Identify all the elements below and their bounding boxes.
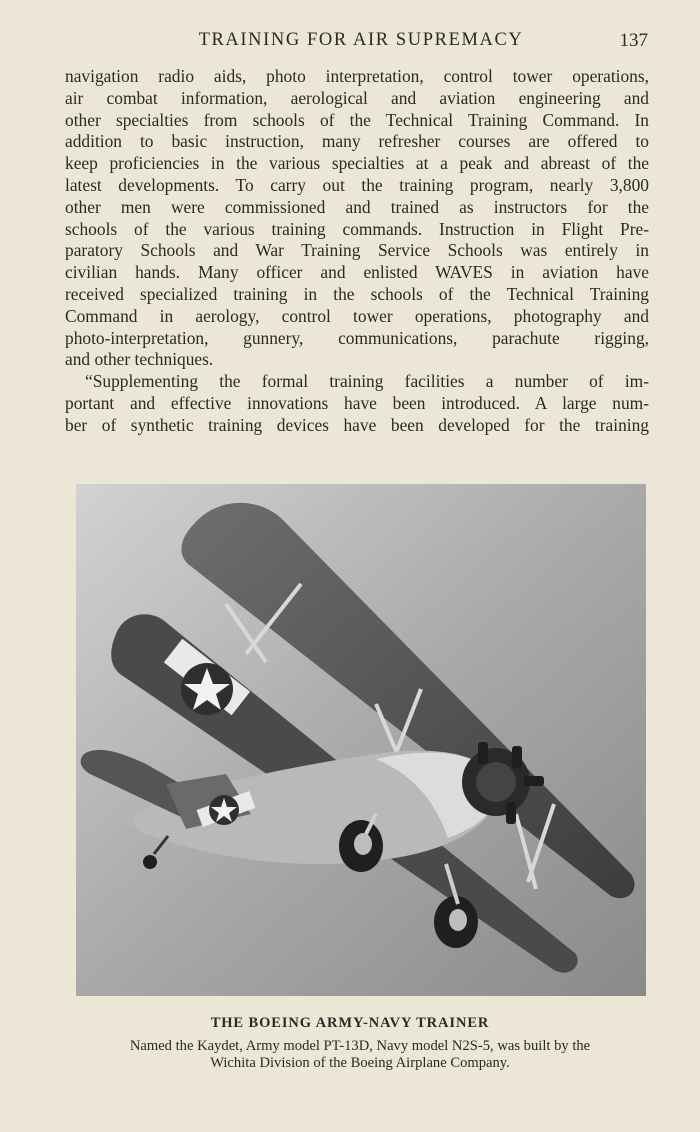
text-line: civilian hands. Many officer and enlisted WAVES in aviation have [65,262,649,283]
text-line: other men were commissioned and trained as instructors for the [65,196,649,217]
page-number: 137 [619,30,648,51]
text-line: ber of synthetic training devices have been developed for the training [65,414,649,435]
biplane-illustration [76,484,646,996]
text-line: latest developments. To carry out the training program, nearly 3,800 [65,174,649,195]
text-line: addition to basic instruction, many refresher courses are offered to [65,131,649,152]
text-line: other specialties from schools of the Technical Training Command. In [65,109,649,130]
running-head [64,30,648,54]
text-line: and other techniques. [65,349,214,370]
text-line: photo-interpretation, gunnery, communications, parachute rigging, [65,327,649,348]
text-line: received specialized training in the schools of the Technical Training [65,283,649,304]
text-line: keep proficiencies in the various specialties at a peak and abreast of the [65,153,649,174]
caption-line: Wichita Division of the Boeing Airplane Company. [210,1055,510,1071]
text-line: portant and effective innovations have been introduced. A large num- [65,392,649,413]
figure-caption [68,1038,652,1072]
text-line: navigation radio aids, photo interpretation, control tower operations, [65,66,649,86]
running-title: TRAINING FOR AIR SUPREMACY [198,30,524,50]
body-text [65,66,649,437]
caption-line: Named the Kaydet, Army model PT-13D, Navy model N2S-5, was built by the [129,1038,591,1054]
text-line: schools of the various training commands. Instruction in Flight Pre- [65,218,649,239]
text-line: air combat information, aerological and aviation engineering and [65,87,649,108]
text-line: paratory Schools and War Training Service Schools was entirely in [65,240,649,261]
text-line: “Supplementing the formal training facilities a number of im- [85,371,649,392]
figure-caption-title: THE BOEING ARMY-NAVY TRAINER [210,1015,490,1031]
biplane-photo [76,484,646,996]
text-line: Command in aerology, control tower operations, photography and [65,305,649,326]
